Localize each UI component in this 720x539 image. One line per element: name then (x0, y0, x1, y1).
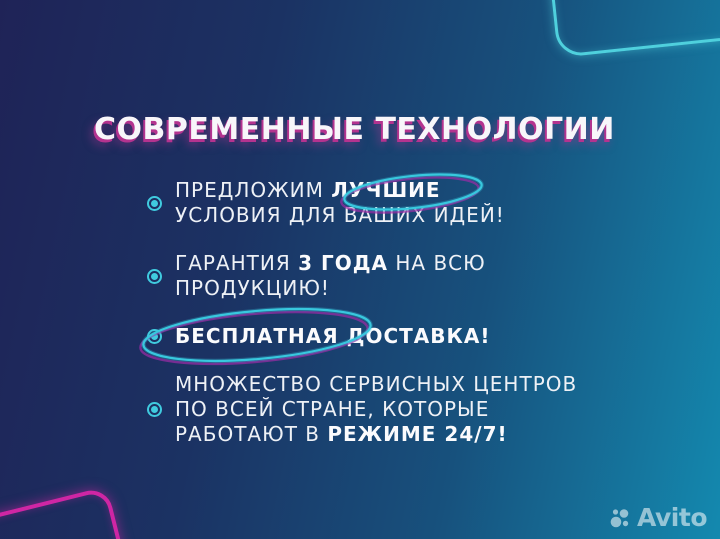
bullet-text: БЕСПЛАТНАЯ ДОСТАВКА! (175, 324, 491, 348)
bullet-item (147, 251, 667, 301)
avito-watermark (609, 505, 707, 530)
bullet-ring-icon (147, 329, 162, 344)
bullet-item (147, 178, 667, 228)
bullet-text: ГАРАНТИЯ 3 ГОДА НА ВСЮ ПРОДУКЦИЮ! (175, 251, 486, 300)
slide-title: СОВРЕМЕННЫЕ ТЕХНОЛОГИИ (94, 112, 615, 147)
bullet-item (147, 324, 667, 349)
bullet-ring-icon (147, 196, 162, 211)
bullet-text: ПРЕДЛОЖИМ ЛУЧШИЕ УСЛОВИЯ ДЛЯ ВАШИХ ИДЕЙ! (175, 178, 505, 227)
bullet-text: МНОЖЕСТВО СЕРВИСНЫХ ЦЕНТРОВ ПО ВСЕЙ СТРАНЕ, КОТОРЫЕ РАБОТАЮТ В РЕЖИМЕ 24/7! (175, 372, 578, 446)
avito-logo-icon (609, 506, 632, 529)
avito-wordmark: Avito (637, 503, 707, 532)
bullet-ring-icon (147, 402, 162, 417)
decor-frame-top-right (532, 0, 720, 58)
bullet-item (147, 372, 667, 447)
decor-frame-bottom-left (0, 486, 167, 539)
bullet-list (147, 178, 667, 470)
bullet-ring-icon (147, 269, 162, 284)
